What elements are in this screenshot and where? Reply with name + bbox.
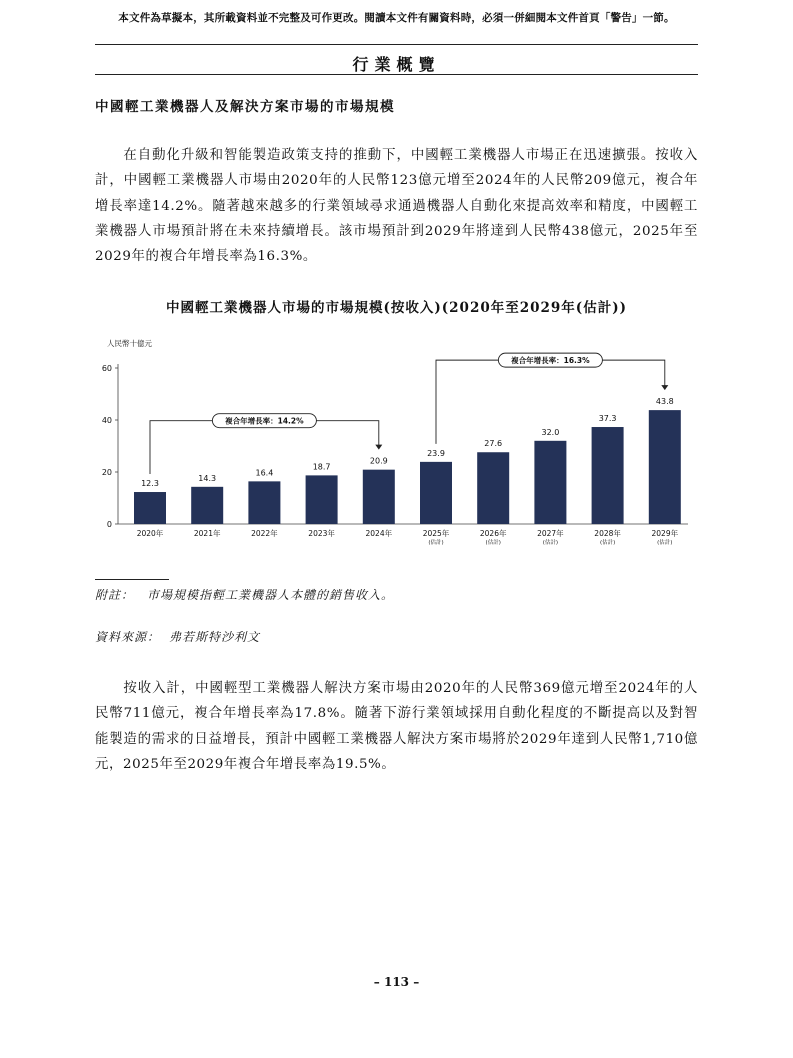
bar-value-label: 23.9 [427,448,445,458]
x-tick-label: 2022年 [251,529,278,538]
y-axis-label: 人民幣十億元 [107,339,152,348]
cagr-arrowhead [375,445,382,450]
x-tick-note: (估計) [599,540,616,546]
y-tick-label: 20 [101,468,112,477]
x-tick-label: 2020年 [136,529,164,538]
page-number: – 113 – [373,975,420,989]
note-rule [95,579,169,580]
x-tick-label: 2023年 [308,529,335,538]
y-tick-label: 0 [106,520,112,529]
x-tick-note: (估計) [542,540,559,546]
chart-source [95,628,260,645]
section-title: 行業概覽 [352,55,441,74]
note-label: 附註： [95,588,135,602]
x-tick-label: 2029年 [651,529,679,538]
bar [592,427,624,524]
cagr-bracket-left [436,360,498,444]
cagr-bracket-left [150,421,212,474]
y-tick-label: 60 [101,364,112,373]
x-tick-note: (估計) [428,540,444,546]
x-tick-label: 2021年 [193,529,221,538]
bar-value-label: 16.4 [255,468,274,478]
market-size-bar-chart [95,332,698,562]
y-tick-label: 40 [101,416,112,425]
x-tick-label: 2024年 [365,529,393,538]
bar-value-label: 12.3 [141,479,159,489]
bar [363,470,395,524]
paragraph-2-text: 按收入計，中國輕型工業機器人解決方案市場由2020年的人民幣369億元增至2024年的人民幣711億元，複合年增長率為17.8%。隨著下游行業領域採用自動化程度的不斷提高以及對智能製造的需求的日益增長，預計中國輕工業機器人解決方案市場將於2029年達到人民幣1,710億元，2025年至2029年複合年增長率為19.5%。 [95,681,698,772]
paragraph-1 [95,143,698,269]
bar-value-label: 20.9 [369,456,388,466]
source-label: 資料來源： [95,630,161,644]
paragraph-2 [95,676,698,777]
cagr-label: 複合年增長率：16.3% [511,356,590,366]
cagr-bracket-right [602,360,664,386]
bar [649,410,681,524]
bar-value-label: 14.3 [198,473,217,483]
note-text: 市場規模指輕工業機器人本體的銷售收入。 [147,588,395,602]
chart-note [95,586,394,603]
bar [306,475,338,524]
draft-warning: 本文件為草擬本，其所載資料並不完整及可作更改。閱讀本文件有關資料時，必須一併細閱本文件首頁「警告」一節。 [118,12,675,24]
bar [420,462,452,524]
bar [248,481,280,524]
subheading: 中國輕工業機器人及解決方案市場的市場規模 [95,99,395,115]
cagr-label: 複合年增長率：14.2% [225,416,304,426]
bar [134,492,166,524]
bar [191,487,223,524]
source-text: 弗若斯特沙利文 [169,630,261,644]
paragraph-1-text: 在自動化升級和智能製造政策支持的推動下，中國輕工業機器人市場正在迅速擴張。按收入計，中國輕工業機器人市場由2020年的人民幣123億元增至2024年的人民幣209億元，複合年增長率達14.2%。隨著越來越多的行業領域尋求通過機器人自動化來提高效率和精度，中國輕工業機器人市場預計將在未來持續增長。該市場預計到2029年將達到人民幣438億元，2025年至2029年的複合年增長率為16.3%。 [95,148,698,265]
bar-value-label: 37.3 [598,414,617,424]
x-tick-label: 2028年 [594,529,621,538]
chart-title: 中國輕工業機器人市場的市場規模(按收入)(2020年至2029年(估計)) [166,300,627,316]
cagr-arrowhead [661,385,668,390]
x-tick-label: 2027年 [537,529,564,538]
header-rule-top [95,44,698,45]
bar-value-label: 43.8 [655,397,674,407]
header-rule-bottom [95,74,698,75]
x-tick-note: (估計) [657,540,673,546]
cagr-bracket-right [316,421,378,446]
x-tick-note: (估計) [485,540,501,546]
x-tick-label: 2026年 [479,529,507,538]
bar-value-label: 32.0 [541,427,560,437]
bar [477,452,509,524]
bar-value-label: 27.6 [484,439,503,449]
x-tick-label: 2025年 [422,529,450,538]
bar-value-label: 18.7 [312,462,331,472]
bar [534,441,566,524]
